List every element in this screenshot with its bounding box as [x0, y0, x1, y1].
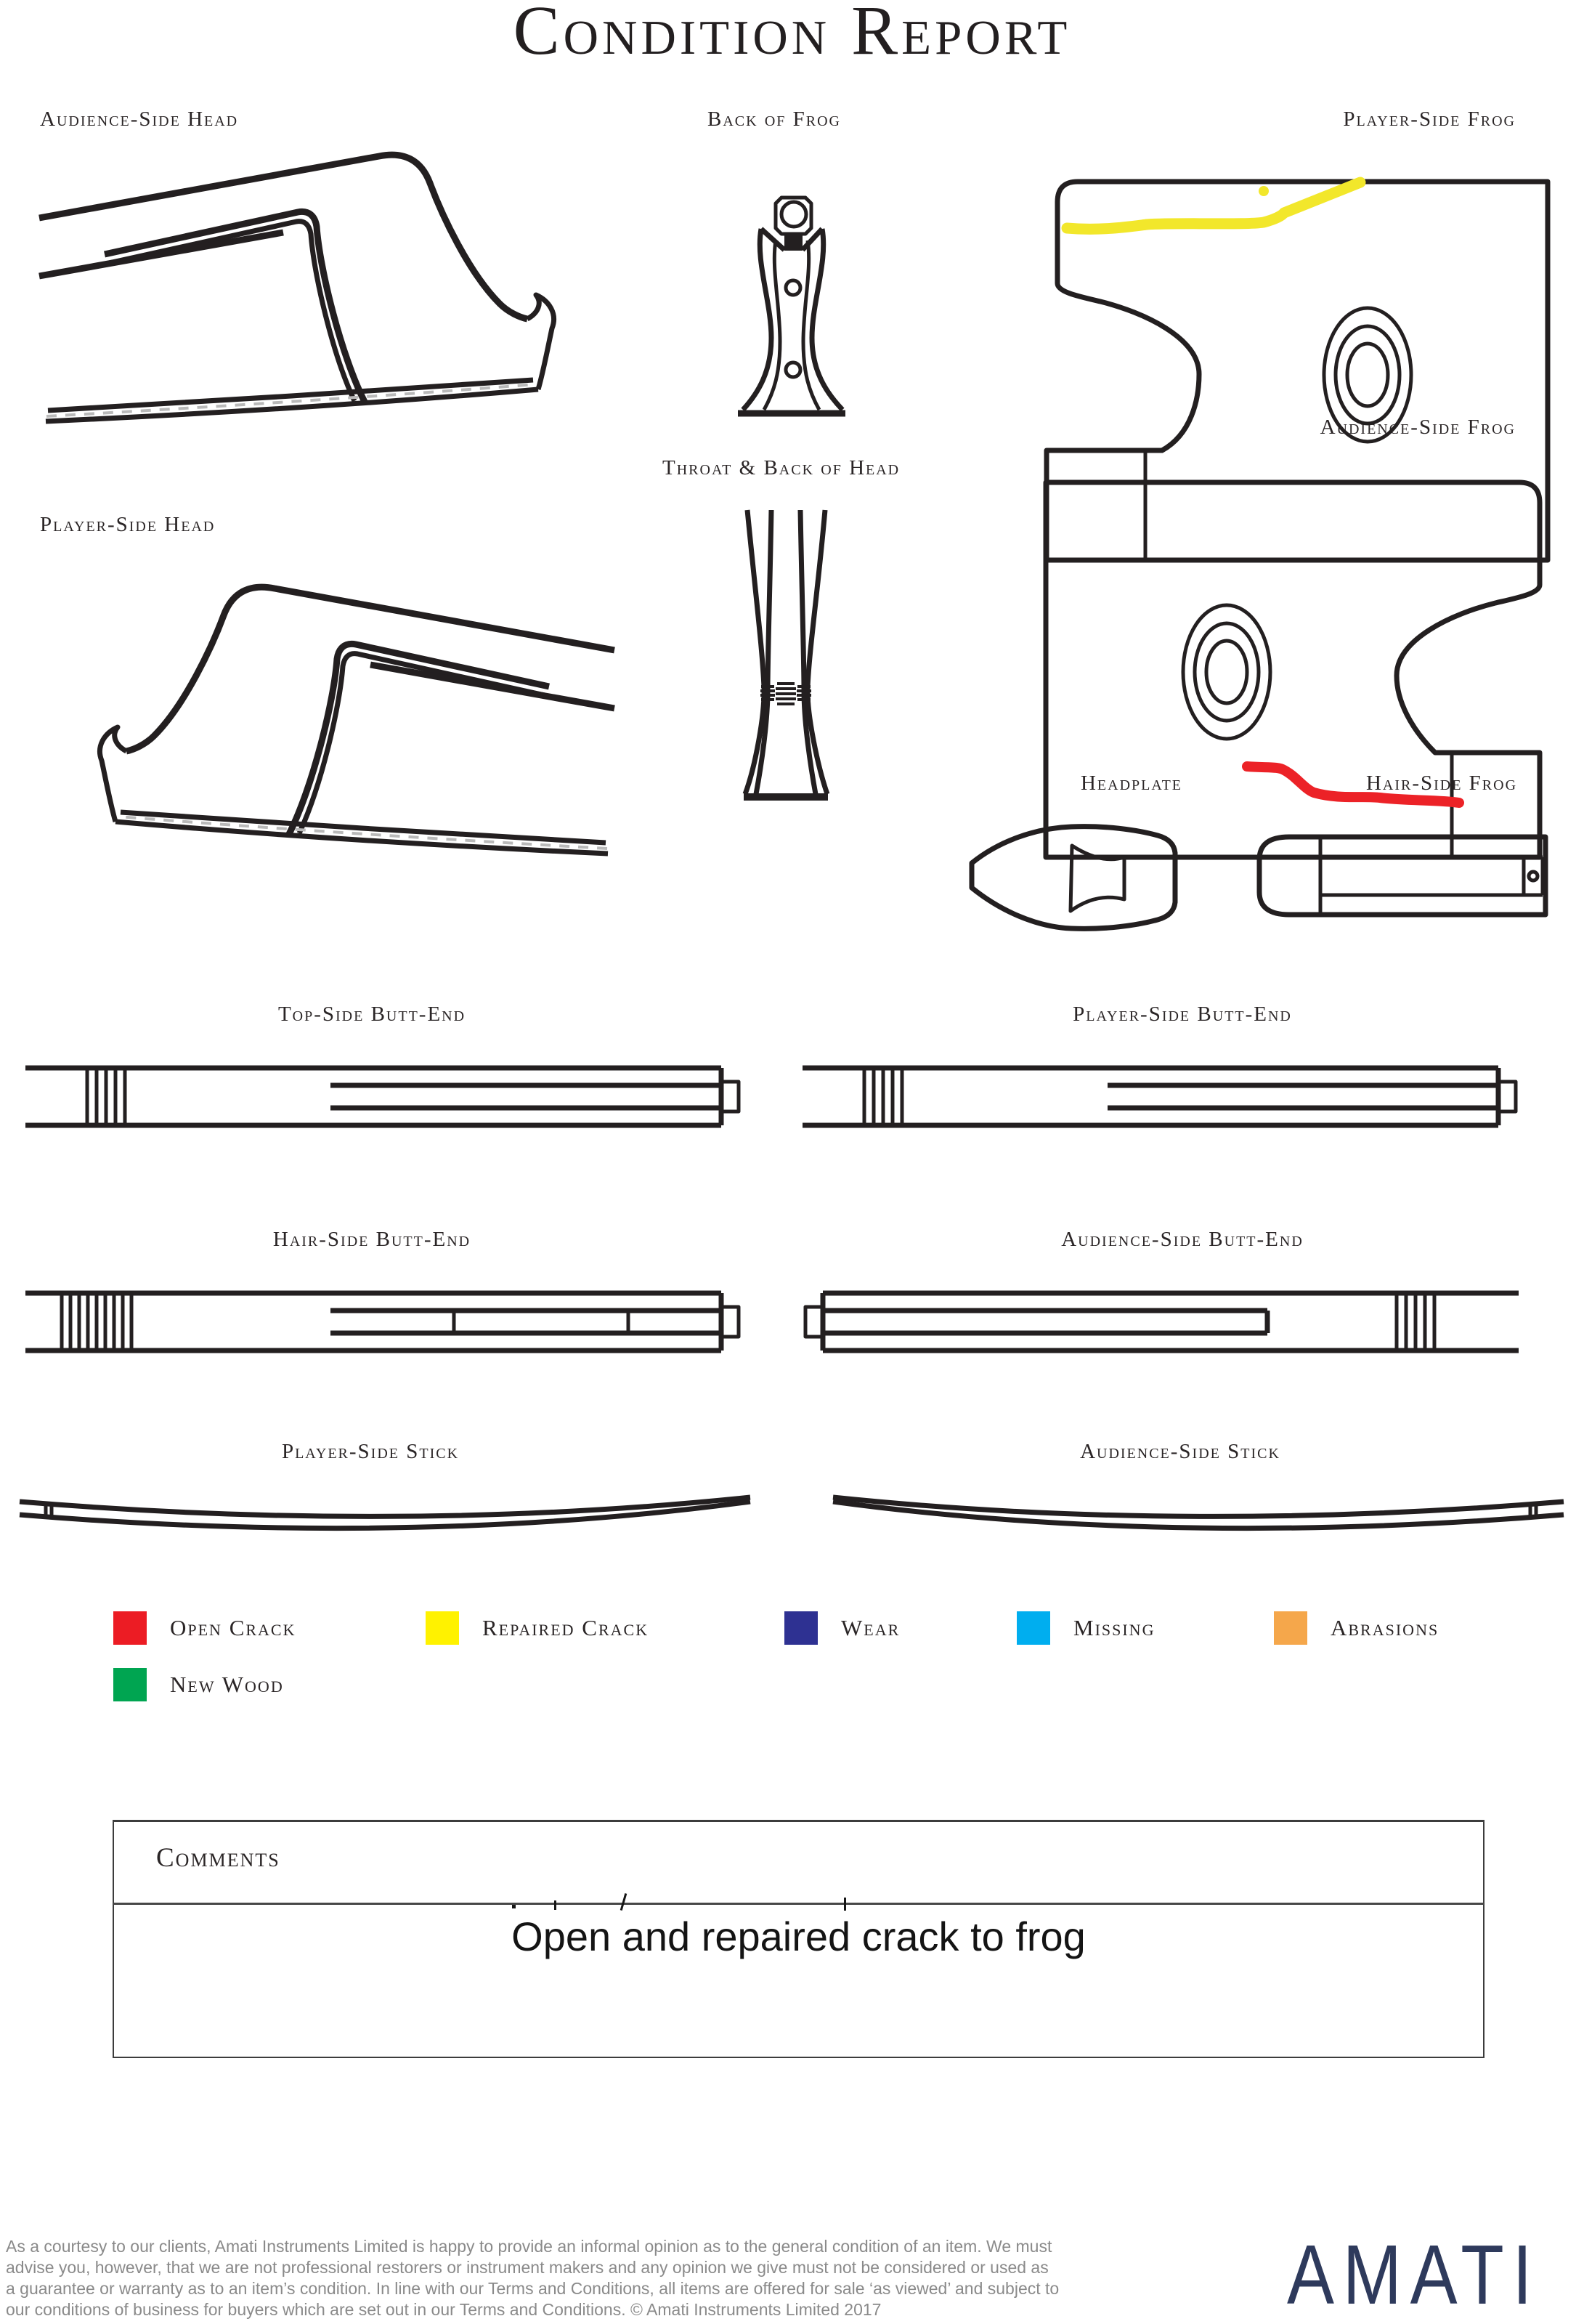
- label-audience-side-butt-end: Audience-Side Butt-End: [1061, 1228, 1304, 1251]
- legend-label: Repaired Crack: [482, 1615, 649, 1640]
- footer-disclaimer: [6, 2236, 1299, 2320]
- label-headplate: Headplate: [1080, 772, 1183, 795]
- legend-label: Missing: [1073, 1615, 1155, 1640]
- label-throat-back-of-head: Throat & Back of Head: [662, 456, 901, 479]
- comments-box: [113, 1820, 1485, 2058]
- player-side-stick-drawing: [18, 1493, 752, 1536]
- label-audience-side-stick: Audience-Side Stick: [1080, 1440, 1280, 1463]
- legend-item-new-wood: [113, 1668, 284, 1701]
- page-title: Condition Report: [513, 0, 1071, 69]
- legend-item-repaired-crack: [426, 1611, 649, 1645]
- player-side-butt-end-drawing: [803, 1062, 1522, 1131]
- audience-side-stick-drawing: [832, 1493, 1565, 1536]
- repaired-crack-swatch: [426, 1611, 459, 1645]
- disclaimer-line: our conditions of business for buyers which are set out in our Terms and Conditions. © Amati Instruments Limited 2017: [6, 2300, 882, 2319]
- label-player-side-frog: Player-Side Frog: [1343, 108, 1516, 131]
- audience-side-butt-end-drawing: [803, 1287, 1522, 1356]
- wear-swatch: [784, 1611, 818, 1645]
- clipped-text-fragment: [512, 1905, 516, 1908]
- label-audience-side-head: Audience-Side Head: [40, 108, 239, 131]
- legend-label: Wear: [841, 1615, 901, 1640]
- frog-screw: [784, 235, 803, 251]
- clipped-text-fragment: [844, 1898, 846, 1911]
- label-back-of-frog: Back of Frog: [707, 108, 841, 131]
- hair-side-butt-end-drawing: [25, 1287, 744, 1356]
- comments-divider: [113, 1903, 1484, 1905]
- disclaimer-line: advise you, however, that we are not professional restorers or instrument makers and any opinion we give must not be considered or used as: [6, 2258, 1049, 2277]
- clipped-text-fragment: [554, 1900, 556, 1910]
- legend-label: Open Crack: [170, 1615, 296, 1640]
- legend-label: New Wood: [170, 1672, 284, 1697]
- repaired-crack-mark: [1067, 182, 1360, 229]
- legend-item-abrasions: [1274, 1611, 1439, 1645]
- label-player-side-stick: Player-Side Stick: [281, 1440, 460, 1463]
- comment-text: Open and repaired crack to frog: [511, 1914, 1086, 1959]
- disclaimer-line: a guarantee or warranty as to an item’s condition. In line with our Terms and Conditions, all items are offered for sale ‘as viewed’ and subject to: [6, 2279, 1060, 2298]
- player-side-head-drawing: [0, 512, 654, 890]
- legend-item-missing: [1017, 1611, 1155, 1645]
- throat-back-of-head-drawing: [734, 505, 842, 804]
- legend-item-wear: [784, 1611, 900, 1645]
- legend-label: Abrasions: [1331, 1615, 1439, 1640]
- comments-header: Comments: [156, 1843, 280, 1873]
- abrasions-swatch: [1274, 1611, 1307, 1645]
- clipped-text-fragment: [620, 1893, 627, 1911]
- repaired-crack-dot: [1259, 186, 1269, 196]
- disclaimer-line: As a courtesy to our clients, Amati Instruments Limited is happy to provide an informal opinion as to the general condition of an item. We must: [6, 2237, 1052, 2256]
- hair-side-frog-drawing: [1256, 834, 1548, 918]
- label-player-side-head: Player-Side Head: [40, 513, 216, 536]
- new-wood-swatch: [113, 1668, 147, 1701]
- back-of-frog-drawing: [726, 193, 857, 421]
- legend-item-open-crack: [113, 1611, 296, 1645]
- label-player-side-butt-end: Player-Side Butt-End: [1073, 1003, 1292, 1026]
- top-side-butt-end-drawing: [25, 1062, 744, 1131]
- throat-hatch-marks: [760, 684, 811, 704]
- open-crack-swatch: [113, 1611, 147, 1645]
- label-top-side-butt-end: Top-Side Butt-End: [277, 1003, 466, 1026]
- audience-side-head-drawing: [0, 102, 654, 465]
- open-crack-mark: [1247, 766, 1459, 803]
- label-audience-side-frog: Audience-Side Frog: [1320, 416, 1516, 439]
- headplate-drawing: [966, 821, 1191, 937]
- amati-logo: AMATI: [1287, 2227, 1541, 2322]
- missing-swatch: [1017, 1611, 1050, 1645]
- label-hair-side-frog: Hair-Side Frog: [1365, 772, 1518, 795]
- label-hair-side-butt-end: Hair-Side Butt-End: [272, 1228, 471, 1251]
